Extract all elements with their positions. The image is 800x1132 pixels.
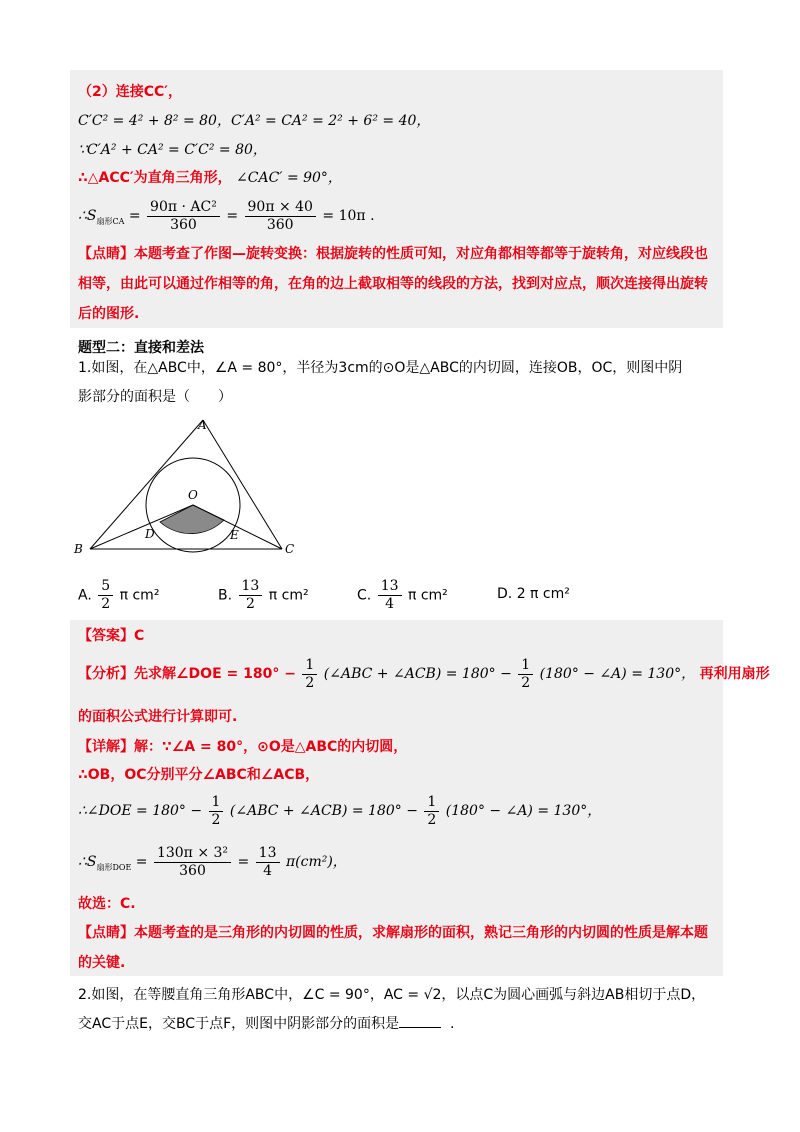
label-O: O: [188, 488, 198, 502]
comment-line-1: 【点睛】本题考查了作图—旋转变换：根据旋转的性质可知，对应角都相等都等于旋转角，对应线段也: [78, 246, 708, 262]
label-B: B: [74, 542, 83, 556]
option-c[interactable]: C. $\frac{13}{4}$ π cm²: [357, 578, 448, 612]
label-C: C: [285, 542, 295, 556]
question-1-line-1: 1.如图，在△ABC中，∠A = 80°，半径为3cm的⊙O是△ABC的内切圆，连接OB，OC，则图中阴: [78, 360, 683, 376]
answer-line: 【答案】C: [78, 628, 145, 644]
question-2-line-1: 2.如图，在等腰直角三角形ABC中，∠C = 90°，AC = √2，以点C为圆心画弧与斜边AB相切于点D，: [78, 987, 706, 1003]
detail-line-3: ∴∠DOE = 180° − $\frac{1}{2}$ (∠ABC + ∠ACB) = 180° − $\frac{1}{2}$ (180° − ∠A) = 130°，: [78, 793, 602, 828]
triangle-incircle-figure: [70, 412, 310, 562]
analysis-line-2: 的面积公式进行计算即可.: [78, 709, 238, 725]
option-d[interactable]: D. 2 π cm²: [497, 586, 570, 602]
label-E: E: [230, 528, 239, 542]
right-triangle-line: ∴△ACC′为直角三角形， ∠CAC′ = 90°，: [78, 170, 342, 186]
question-2-line-2: 交AC于点E，交BC于点F，则图中阴影部分的面积是 .: [78, 1016, 455, 1032]
sector-area-formula: $\therefore S_{扇形CA}$ = $\frac{\text{90π · AC²}}{360}$ = $\frac{90\pi \times 40}{360}$ = 10π .: [78, 198, 375, 233]
choice-line: 故选：C.: [78, 896, 136, 912]
comment-line-3: 后的图形.: [78, 306, 140, 322]
shaded-sector: [160, 505, 224, 534]
comment-line-2: 相等，由此可以通过作相等的角，在角的边上截取相等的线段的方法，找到对应点，顺次连接得出旋转: [78, 276, 708, 292]
detail-line-4: $\therefore S_{扇形DOE}$ = $\frac{\text{130π × 3²}}{360}$ = $\frac{13}{4}$ π(cm²)，: [78, 844, 347, 879]
comment2-line-1: 【点睛】本题考查的是三角形的内切圆的性质，求解扇形的面积，熟记三角形的内切圆的性质是解本题: [78, 925, 708, 941]
label-A: A: [198, 418, 207, 432]
equation-lengths: C′C² = 4² + 8² = 80，C′A² = CA² = 2² + 6² = 40，: [78, 113, 431, 129]
detail-line-2: ∴OB，OC分别平分∠ABC和∠ACB，: [78, 767, 320, 783]
option-a[interactable]: A. $\frac{5}{2}$ π cm²: [78, 578, 160, 612]
analysis-line: 【分析】先求解∠DOE = 180° − $\frac{1}{2}$ (∠ABC + ∠ACB) = 180° − $\frac{1}{2}$ (180° − ∠A) = 130°， 再利用扇形: [78, 656, 770, 691]
comment2-line-2: 的关键.: [78, 955, 126, 971]
label-D: D: [145, 527, 155, 541]
section-title: 题型二：直接和差法: [78, 340, 204, 356]
option-b[interactable]: B. $\frac{13}{2}$ π cm²: [218, 578, 309, 612]
step-connect: （2）连接CC′，: [78, 84, 182, 100]
answer-blank[interactable]: [399, 1027, 441, 1028]
detail-line-1: 【详解】解：∵∠A = 80°，⊙O是△ABC的内切圆，: [78, 739, 408, 755]
question-1-line-2: 影部分的面积是（ ）: [78, 389, 232, 405]
equation-sum: ∵C′A² + CA² = C′C² = 80，: [78, 142, 267, 158]
